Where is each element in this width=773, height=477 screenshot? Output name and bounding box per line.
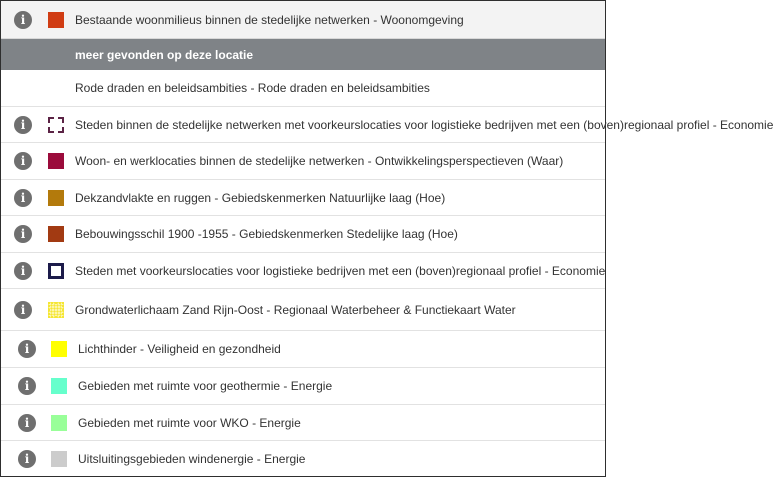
sub-item-label: Rode draden en beleidsambities - Rode draden en beleidsambities — [75, 81, 430, 95]
layer-label: Dekzandvlakte en ruggen - Gebiedskenmerken Natuurlijke laag (Hoe) — [75, 190, 446, 205]
layer-row[interactable] — [1, 289, 605, 331]
layer-row[interactable] — [1, 368, 605, 405]
layer-row[interactable] — [1, 143, 605, 180]
legend-swatch-icon — [48, 302, 64, 318]
sub-item-row[interactable] — [1, 70, 605, 107]
info-icon[interactable]: i — [14, 225, 32, 243]
legend-swatch-icon — [48, 153, 64, 169]
layer-label: Lichthinder - Veiligheid en gezondheid — [78, 342, 281, 356]
layer-label: Uitsluitingsgebieden windenergie - Energie — [78, 451, 306, 466]
layer-row[interactable] — [1, 1, 605, 39]
info-icon[interactable]: i — [18, 377, 36, 395]
layer-row[interactable] — [1, 180, 605, 216]
legend-swatch-icon — [51, 378, 67, 394]
info-icon[interactable]: i — [18, 450, 36, 468]
section-header-label: meer gevonden op deze locatie — [75, 47, 254, 62]
legend-swatch-icon — [48, 117, 64, 133]
layer-label: Steden binnen de stedelijke netwerken met voorkeurslocaties voor logistieke bedrijven met een (boven)regionaal profiel - Economie — [75, 117, 773, 132]
layer-label: Bestaande woonmilieus binnen de stedelijke netwerken - Woonomgeving — [75, 12, 464, 27]
layer-label: Grondwaterlichaam Zand Rijn-Oost - Regionaal Waterbeheer & Functiekaart Water — [75, 302, 516, 317]
layer-label: Gebieden met ruimte voor geothermie - Energie — [78, 379, 333, 393]
layer-label: Gebieden met ruimte voor WKO - Energie — [78, 415, 301, 430]
layer-label: Woon- en werklocaties binnen de stedelijke netwerken - Ontwikkelingsperspectieven (Waar) — [75, 154, 564, 168]
info-icon[interactable]: i — [14, 116, 32, 134]
legend-swatch-icon — [51, 451, 67, 467]
layer-row[interactable] — [1, 331, 605, 368]
legend-swatch-icon — [48, 12, 64, 28]
layer-label: Bebouwingsschil 1900 -1955 - Gebiedskenmerken Stedelijke laag (Hoe) — [75, 227, 458, 241]
legend-swatch-icon — [51, 341, 67, 357]
section-header — [1, 39, 605, 70]
legend-swatch-icon — [51, 415, 67, 431]
layer-row[interactable] — [1, 405, 605, 441]
info-icon[interactable]: i — [14, 189, 32, 207]
info-icon[interactable]: i — [18, 340, 36, 358]
info-icon[interactable]: i — [18, 414, 36, 432]
layer-row[interactable] — [1, 107, 773, 143]
info-icon[interactable]: i — [14, 152, 32, 170]
info-icon[interactable]: i — [14, 301, 32, 319]
layer-row[interactable] — [1, 441, 605, 476]
legend-swatch-icon — [48, 226, 64, 242]
legend-swatch-icon — [48, 190, 64, 206]
layer-row[interactable] — [1, 253, 605, 289]
layer-label: Steden met voorkeurslocaties voor logistieke bedrijven met een (boven)regionaal profiel - Economie — [75, 263, 606, 278]
info-icon[interactable]: i — [14, 11, 32, 29]
layer-row[interactable] — [1, 216, 605, 253]
legend-swatch-icon — [48, 263, 64, 279]
info-icon[interactable]: i — [14, 262, 32, 280]
